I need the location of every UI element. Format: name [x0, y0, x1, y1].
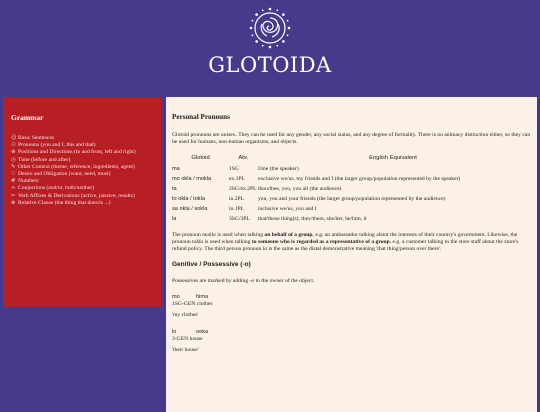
table-header-row [172, 155, 528, 166]
example-word: mo [172, 293, 180, 300]
table-row [172, 176, 528, 186]
cell-glotoid: sa okla / sokla [172, 205, 208, 212]
grammar-sidebar [3, 97, 161, 307]
usage-term-tokla: tokla [192, 238, 204, 245]
cell-glotoid: la [172, 215, 177, 222]
sidebar-item-label[interactable]: Verb Affixes & Derivations (active, passive, results) [18, 192, 135, 199]
genitive-text: to the owner of the object. [254, 278, 315, 285]
example-block [172, 294, 531, 320]
usage-emphasis: on behalf of a group [264, 231, 313, 238]
sidebar-item-label[interactable]: Conjuctions (and/or, both/neither) [18, 185, 95, 192]
sidebar-item-label[interactable]: Pronouns (you and I, this and that) [18, 142, 96, 149]
page-title: Personal Pronouns [172, 113, 230, 121]
usage-text: is the same as the distal demonstrative meaning 'that thing/person over there'. [267, 246, 442, 253]
table-row [172, 166, 528, 176]
example-translation: 'my clothes' [172, 311, 199, 318]
sidebar-item-label[interactable]: Relative Clause (the thing that does/is ...) [18, 199, 111, 206]
link-icon: ∞ [11, 185, 16, 192]
column-header-english: English Equivalent [369, 154, 417, 161]
usage-text: , e.g. a customer talking to the store staff about the store's refund policy. The third person pronoun [172, 238, 519, 253]
intro-paragraph: Glotoid pronouns are unisex. They can be used for any gender, any social status, and any degree of formality. There is no animacy distinction either, so they can be used for humans, non-human organisms, and objects. [172, 132, 531, 146]
sidebar-item-relative-clause[interactable] [11, 200, 153, 207]
clock-icon: ◷ [11, 156, 16, 163]
table-row [172, 186, 528, 196]
main-content [166, 97, 537, 412]
sidebar-item-label[interactable]: Positions and Directions (to and from, left and right) [18, 149, 136, 156]
usage-text: is used when talking [215, 231, 265, 238]
example-word: hima [196, 293, 209, 300]
speech-bubble-icon: ☺ [11, 135, 17, 141]
example-block [172, 329, 531, 355]
site-title[interactable]: GLOTOIDA [208, 53, 332, 77]
genitive-suffix: -o [249, 278, 255, 285]
people-icon: ⚇ [11, 142, 16, 149]
cell-abbreviation: 3SG/3PL [229, 215, 250, 222]
sidebar-item-label[interactable]: Numbers [18, 178, 39, 185]
sidebar-nav-list [11, 135, 153, 207]
example-words [172, 294, 531, 302]
heart-icon: ♡ [11, 171, 16, 178]
table-row [172, 196, 528, 206]
cell-abbreviation: 2SG/ex.2PL [229, 185, 257, 192]
cell-abbreviation: ex.1PL [229, 175, 246, 182]
rose-flower-icon[interactable] [248, 6, 292, 50]
table-row [172, 206, 528, 216]
cell-glotoid: mo okla / mokla [172, 175, 212, 182]
sidebar-item-other-context[interactable] [11, 164, 153, 171]
cell-english: I/me (the speaker) [258, 165, 299, 172]
column-header-abbreviation: Abr. [238, 154, 249, 161]
cell-glotoid: ma [172, 165, 180, 172]
cell-abbreviation: in.2PL [229, 195, 245, 202]
tag-icon: ✂ [11, 192, 16, 199]
usage-text: The pronoun [172, 231, 203, 238]
sidebar-item-desire[interactable] [11, 171, 153, 178]
genitive-heading: Genitive / Possessive (-o) [172, 261, 251, 269]
compass-icon: ⊕ [11, 149, 16, 156]
column-header-glotoid: Glotoid [191, 154, 210, 161]
sidebar-heading: Grammar [11, 113, 44, 122]
sidebar-item-conjunctions[interactable] [11, 185, 153, 192]
example-gloss: 3-GEN house [172, 336, 203, 343]
example-word: oeka [196, 328, 209, 335]
sidebar-item-verb-affixes[interactable] [11, 193, 153, 200]
cell-glotoid: to okla / tokla [172, 195, 205, 202]
usage-term-mokla: mokla [202, 231, 216, 238]
cell-glotoid: ta [172, 185, 177, 192]
usage-emphasis: to someone who is regarded as a representative of a group [251, 238, 390, 245]
cell-english: thou/thee, you, you all (the audience) [258, 185, 342, 192]
table-row [172, 216, 528, 226]
genitive-description [172, 278, 531, 285]
genitive-text: Possessives are marked by adding [172, 278, 250, 285]
usage-text: , e.g. an ambassador talking about the interests of their country's government. Likewise, the pronoun [172, 231, 518, 245]
share-icon: ⊗ [11, 199, 16, 206]
sidebar-item-time[interactable] [11, 157, 153, 164]
pronoun-table [172, 155, 528, 226]
usage-term-la: la [262, 246, 268, 253]
usage-paragraph [172, 232, 531, 254]
sidebar-item-label[interactable]: Other Context (theme, reference, ingredients, agent) [18, 163, 135, 170]
sidebar-item-label[interactable]: Time (before and after) [18, 156, 71, 163]
cell-abbreviation: in.1PL [229, 205, 245, 212]
cell-abbreviation: 1SG [229, 165, 239, 172]
usage-text: is used when talking [203, 238, 252, 245]
example-translation: 'their house' [172, 346, 199, 353]
example-words [172, 329, 531, 337]
cell-english: inclusive we/us, you and I [258, 205, 317, 212]
sidebar-item-label[interactable]: Basic Sentences [18, 135, 55, 141]
sidebar-item-label[interactable]: Desire and Obligation (want, need, must) [18, 171, 111, 178]
puzzle-icon: ✎ [11, 163, 16, 170]
example-gloss: 1SG-GEN clothes [172, 301, 213, 308]
cell-english: that/those thing(s), they/them, she/her, he/him, it [258, 215, 367, 222]
hash-icon: # [11, 178, 16, 185]
cell-english: you, you and your friends (the larger group/population represented by the audience) [258, 195, 446, 202]
example-word: lo [172, 328, 177, 335]
cell-english: exclusive we/us, my friends and I (the larger group/population represented by the speaker) [258, 175, 461, 182]
site-header [0, 0, 540, 92]
sidebar-item-positions[interactable] [11, 149, 153, 156]
